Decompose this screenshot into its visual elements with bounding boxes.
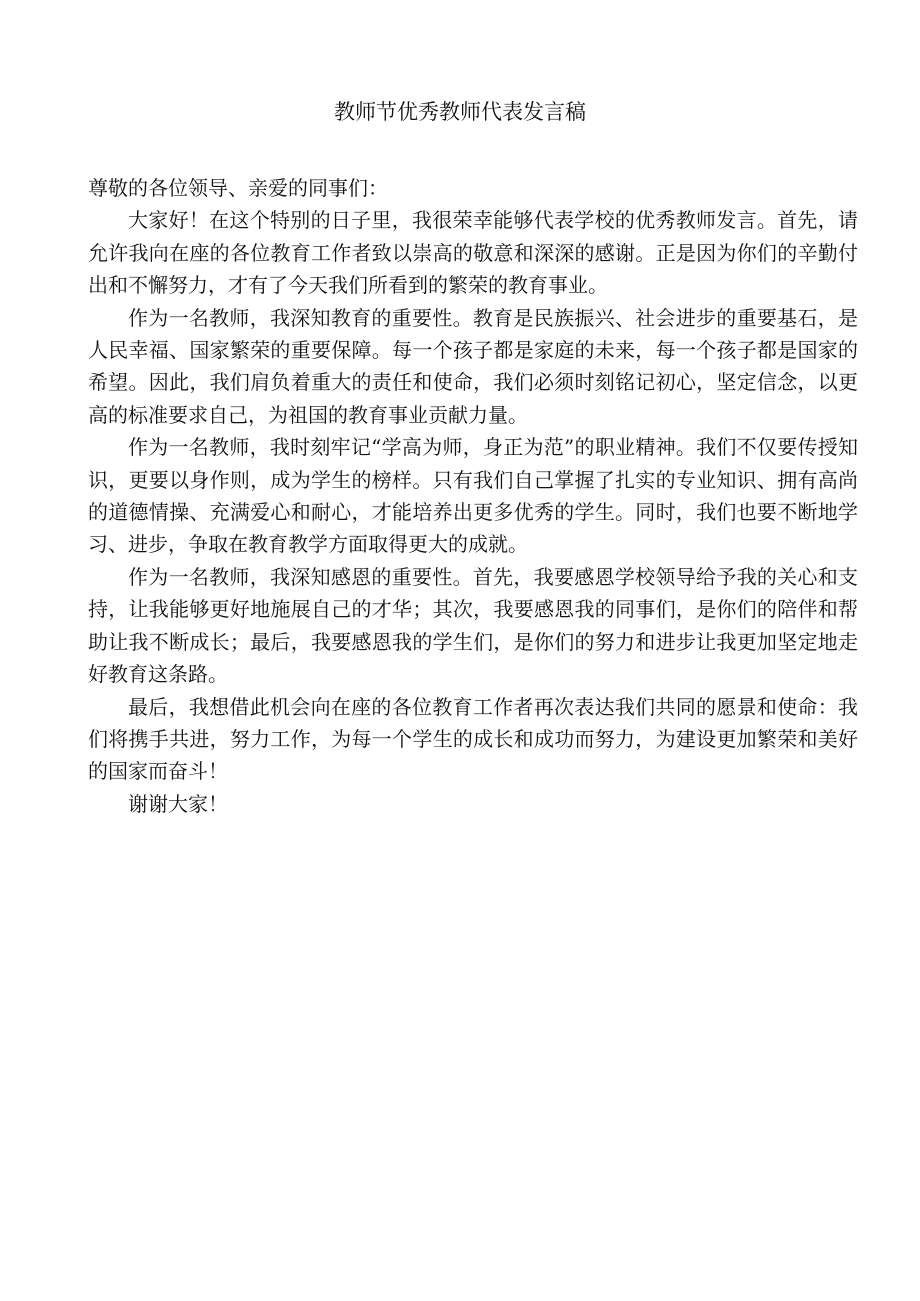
- paragraph-vision: 最后，我想借此机会向在座的各位教育工作者再次表达我们共同的愿景和使命：我们将携手共进，努力工作，为每一个学生的成长和成功而努力，为建设更加繁荣和美好的国家而奋斗！: [88, 694, 858, 784]
- paragraph-gratitude: 作为一名教师，我深知感恩的重要性。首先，我要感恩学校领导给予我的关心和支持，让我能够更好地施展自己的才华；其次，我要感恩我的同事们，是你们的陪伴和帮助让我不断成长；最后，我要感恩我的学生们，是你们的努力和进步让我更加坚定地走好教育这条路。: [88, 564, 858, 687]
- paragraph-greeting: 大家好！在这个特别的日子里，我很荣幸能够代表学校的优秀教师发言。首先，请允许我向在座的各位教育工作者致以崇高的敬意和深深的感谢。正是因为你们的辛勤付出和不懈努力，才有了今天我们所看到的繁荣的教育事业。: [88, 208, 858, 298]
- paragraph-importance-of-education: 作为一名教师，我深知教育的重要性。教育是民族振兴、社会进步的重要基石，是人民幸福、国家繁荣的重要保障。每一个孩子都是家庭的未来，每一个孩子都是国家的希望。因此，我们肩负着重大的责任和使命，我们必须时刻铭记初心，坚定信念，以更高的标准要求自己，为祖国的教育事业贡献力量。: [88, 305, 858, 427]
- salutation: 尊敬的各位领导、亲爱的同事们：: [88, 176, 388, 200]
- paragraph-professional-spirit: 作为一名教师，我时刻牢记“学高为师，身正为范”的职业精神。我们不仅要传授知识，更要以身作则，成为学生的榜样。只有我们自己掌握了扎实的专业知识、拥有高尚的道德情操、充满爱心和耐心，才能培养出更多优秀的学生。同时，我们也要不断地学习、进步，争取在教育教学方面取得更大的成就。: [88, 435, 858, 557]
- document-title: 教师节优秀教师代表发言稿: [334, 100, 586, 124]
- document-body: [88, 172, 858, 820]
- paragraph-closing: 谢谢大家！: [128, 791, 228, 816]
